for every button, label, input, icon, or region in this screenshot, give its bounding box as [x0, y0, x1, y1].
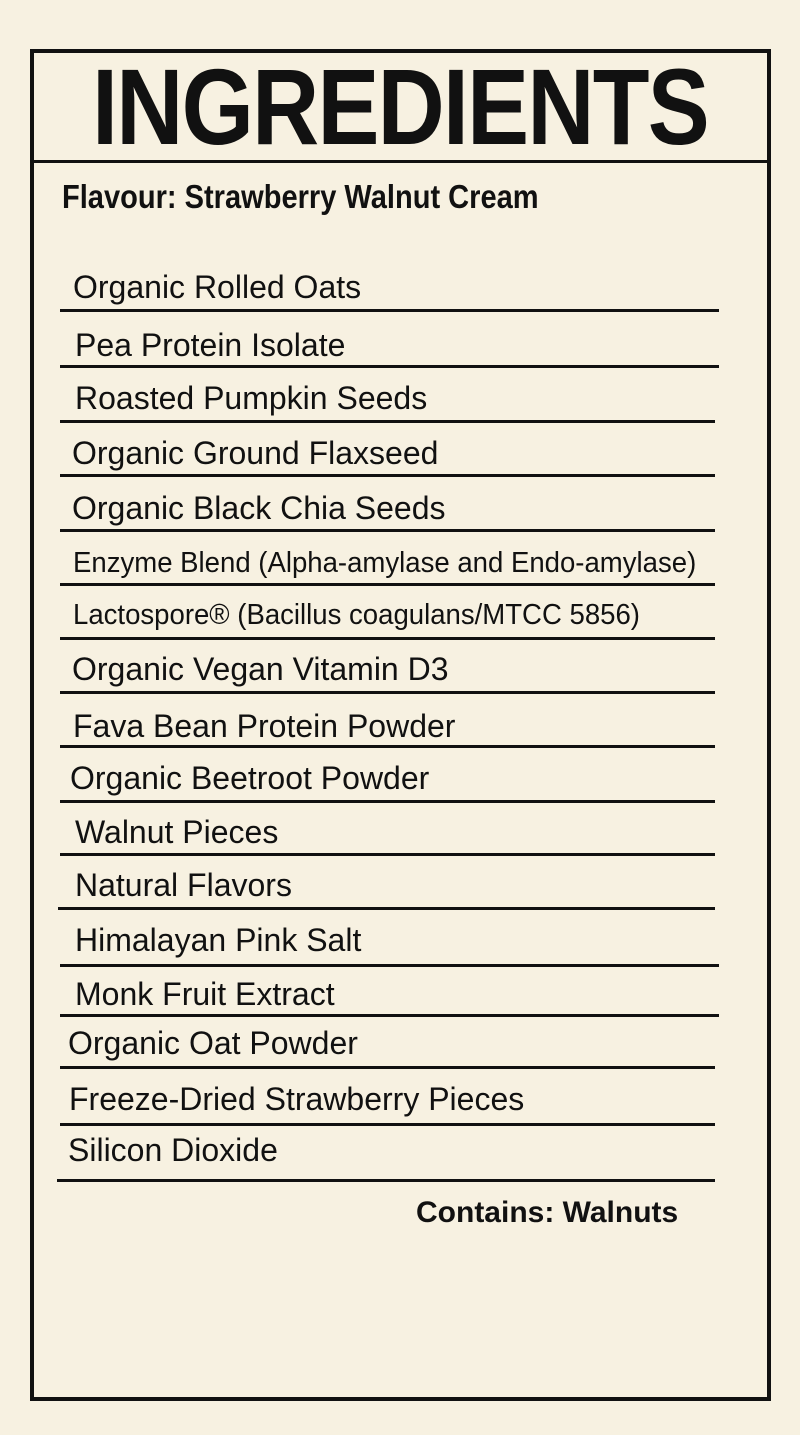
ingredient-item: Walnut Pieces [75, 814, 279, 850]
row-divider [60, 365, 719, 368]
row-divider [60, 853, 715, 856]
row-divider [60, 964, 719, 967]
ingredient-item: Enzyme Blend (Alpha-amylase and Endo-amylase) [73, 547, 697, 579]
allergen-statement: Contains: Walnuts [416, 1196, 679, 1229]
row-divider [60, 1123, 715, 1126]
row-divider [60, 800, 715, 803]
ingredient-item: Organic Rolled Oats [73, 269, 362, 305]
row-divider [57, 1179, 715, 1182]
label-title [30, 45, 771, 167]
ingredient-item: Pea Protein Isolate [75, 327, 346, 363]
row-divider [60, 420, 715, 423]
title-text: INGREDIENTS [92, 45, 709, 167]
flavour-line: Flavour: Strawberry Walnut Cream [62, 178, 539, 215]
ingredient-item: Fava Bean Protein Powder [73, 708, 456, 744]
row-divider [60, 309, 719, 312]
ingredient-item: Silicon Dioxide [68, 1132, 278, 1168]
row-divider [60, 691, 715, 694]
ingredient-item: Roasted Pumpkin Seeds [75, 380, 428, 416]
ingredient-item: Natural Flavors [75, 867, 292, 903]
ingredient-item: Organic Oat Powder [68, 1025, 358, 1061]
ingredient-item: Himalayan Pink Salt [75, 922, 362, 958]
row-divider [60, 474, 715, 477]
row-divider [60, 529, 715, 532]
ingredient-item: Lactospore® (Bacillus coagulans/MTCC 5856) [73, 599, 640, 631]
row-divider [60, 1066, 715, 1069]
row-divider [60, 583, 715, 586]
ingredient-item: Organic Vegan Vitamin D3 [72, 651, 449, 687]
ingredient-item: Organic Ground Flaxseed [72, 435, 439, 471]
ingredient-item: Freeze-Dried Strawberry Pieces [69, 1081, 525, 1117]
ingredient-item: Organic Black Chia Seeds [72, 490, 446, 526]
ingredient-item: Monk Fruit Extract [75, 976, 335, 1012]
row-divider [60, 637, 715, 640]
row-divider [58, 907, 715, 910]
ingredient-item: Organic Beetroot Powder [70, 760, 430, 796]
row-divider [60, 1014, 719, 1017]
row-divider [60, 745, 715, 748]
